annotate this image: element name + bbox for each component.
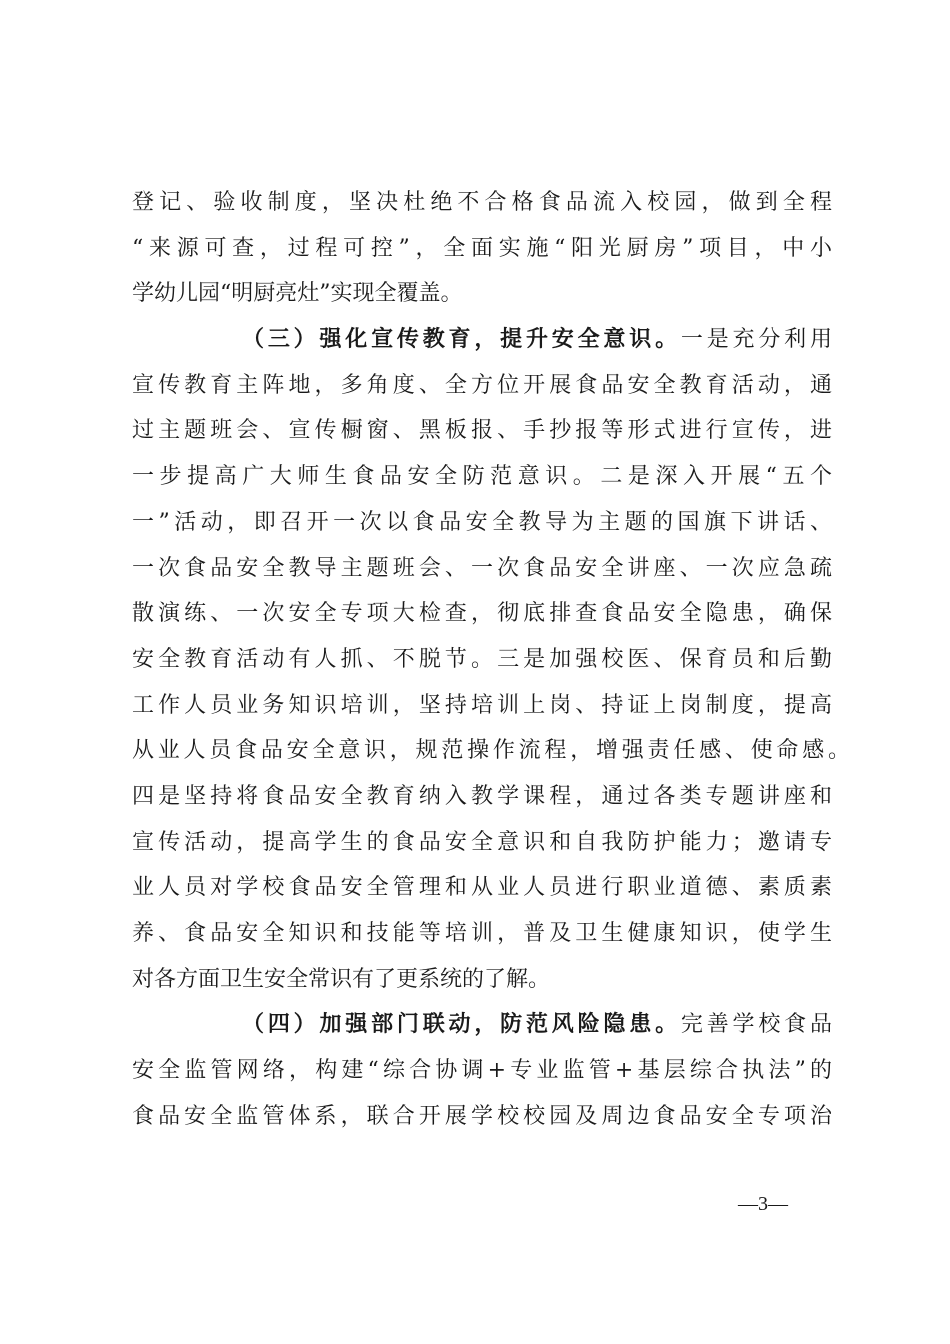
page-number: —3— (738, 1193, 788, 1215)
text-line: 一次食品安全教导主题班会、一次食品安全讲座、一次应急疏 (132, 555, 832, 581)
section-4-first-line (132, 1002, 832, 1048)
text-line: 登记、验收制度，坚决杜绝不合格食品流入校园，做到全程 (132, 190, 832, 215)
section-4-text: 完善学校食品 (680, 1012, 832, 1038)
section-3-text: 一是充分利用 (680, 327, 832, 353)
body-text (132, 180, 850, 1139)
section-3-first-line (132, 317, 832, 363)
text-line: 从业人员食品安全意识，规范操作流程，增强责任感、使命感。 (132, 738, 850, 764)
text-line: 安全监管网络，构建“综合协调+专业监管+基层综合执法”的 (132, 1058, 832, 1084)
text-line: 一步提高广大师生食品安全防范意识。二是深入开展“五个 (132, 464, 832, 490)
text-line: 宣传活动，提高学生的食品安全意识和自我防护能力；邀请专 (132, 829, 832, 855)
text-line: 对各方面卫生安全常识有了更系统的了解。 (132, 966, 551, 992)
text-line: 过主题班会、宣传橱窗、黑板报、手抄报等形式进行宣传，进 (132, 418, 832, 444)
text-line: 安全教育活动有人抓、不脱节。三是加强校医、保育员和后勤 (132, 646, 832, 672)
text-line: 四是坚持将食品安全教育纳入教学课程，通过各类专题讲座和 (132, 783, 832, 809)
text-line: 宣传教育主阵地，多角度、全方位开展食品安全教育活动，通 (132, 372, 832, 398)
section-4-heading: （四）加强部门联动，防范风险隐患。 (242, 1011, 681, 1038)
text-line: 食品安全监管体系，联合开展学校校园及周边食品安全专项治 (132, 1103, 832, 1129)
section-3-heading: （三）强化宣传教育，提升安全意识。 (242, 326, 681, 353)
text-line: 一”活动，即召开一次以食品安全教导为主题的国旗下讲话、 (132, 509, 832, 535)
text-line: 养、食品安全知识和技能等培训，普及卫生健康知识，使学生 (132, 921, 832, 946)
text-line: 工作人员业务知识培训，坚持培训上岗、持证上岗制度，提高 (132, 692, 832, 718)
text-line: 散演练、一次安全专项大检查，彻底排查食品安全隐患，确保 (132, 601, 832, 627)
text-line: 学幼儿园“明厨亮灶”实现全覆盖。 (132, 281, 463, 307)
text-line: “来源可查，过程可控”，全面实施“阳光厨房”项目，中小 (132, 235, 832, 261)
text-line: 业人员对学校食品安全管理和从业人员进行职业道德、素质素 (132, 875, 832, 901)
